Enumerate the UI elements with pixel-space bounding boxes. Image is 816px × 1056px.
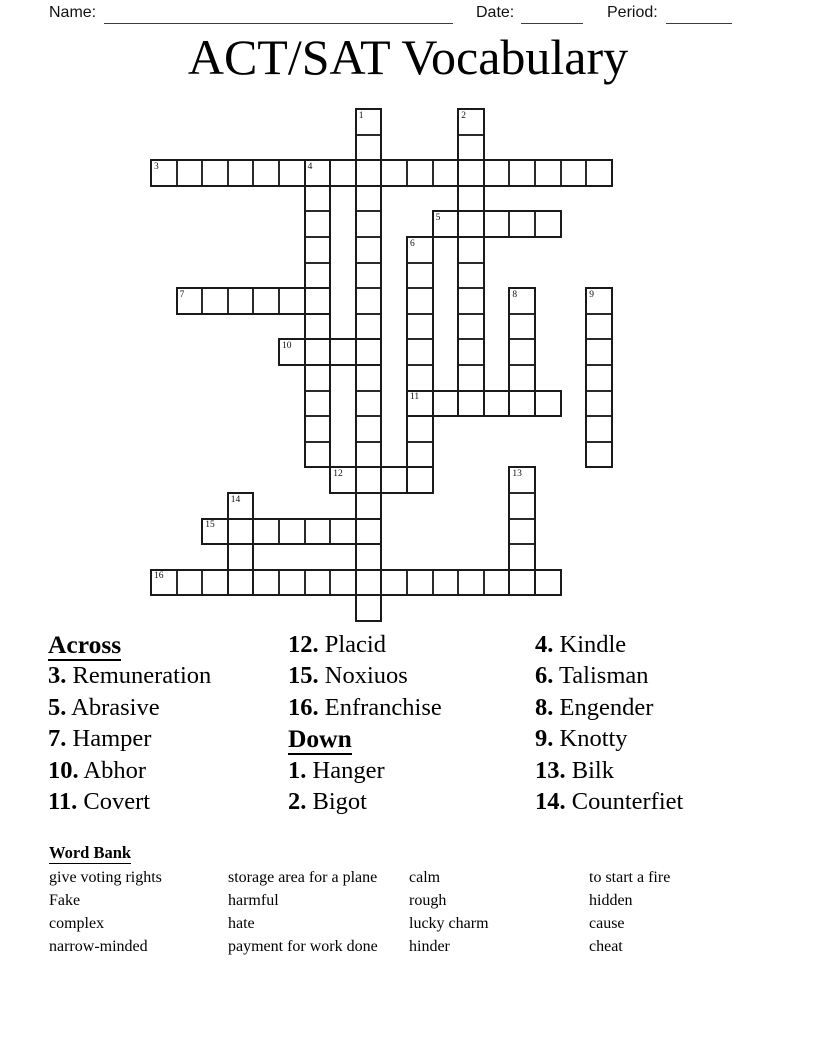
grid-cell[interactable]	[458, 288, 484, 314]
grid-cell[interactable]	[458, 570, 484, 596]
grid-cell[interactable]	[305, 160, 331, 186]
word-bank-item: cheat	[589, 938, 623, 955]
grid-cell[interactable]	[509, 314, 535, 340]
clue-column-c1	[48, 629, 211, 817]
grid-cell[interactable]	[509, 570, 535, 596]
grid-cell[interactable]	[305, 186, 331, 212]
grid-cell[interactable]	[509, 211, 535, 237]
clue-column-c3	[535, 629, 683, 817]
grid-cell[interactable]	[202, 288, 228, 314]
grid-cell[interactable]	[356, 211, 382, 237]
grid-cell[interactable]	[407, 237, 433, 263]
grid-cell[interactable]	[458, 160, 484, 186]
grid-cell[interactable]	[305, 237, 331, 263]
date-input-line[interactable]	[521, 7, 583, 24]
across-heading: Across	[48, 630, 122, 659]
word-bank-title: Word Bank	[49, 843, 132, 862]
clue-across-10: 10. Abhor	[48, 756, 146, 784]
grid-cell[interactable]	[356, 237, 382, 263]
word-bank-column-4	[589, 866, 670, 958]
clue-down-6: 6. Talisman	[535, 662, 649, 690]
grid-cell[interactable]	[305, 263, 331, 289]
cell-number: 10	[282, 340, 292, 351]
grid-cell[interactable]	[561, 160, 587, 186]
word-bank-item: hidden	[589, 892, 633, 909]
grid-cell[interactable]	[202, 519, 228, 545]
cell-number: 16	[154, 571, 164, 582]
down-heading-line	[288, 723, 442, 754]
grid-cell[interactable]	[433, 391, 459, 417]
period-input-line[interactable]	[666, 7, 732, 24]
grid-cell[interactable]	[356, 416, 382, 442]
cell-number: 5	[435, 212, 441, 223]
grid-cell[interactable]	[151, 160, 177, 186]
cell-number: 13	[512, 468, 522, 479]
grid-cell[interactable]	[330, 467, 356, 493]
cell-number: 12	[333, 468, 343, 479]
grid-cell[interactable]	[458, 314, 484, 340]
grid-cell[interactable]	[305, 416, 331, 442]
grid-cell[interactable]	[202, 160, 228, 186]
grid-cell[interactable]	[586, 442, 612, 468]
grid-cell[interactable]	[407, 467, 433, 493]
grid-cell[interactable]	[509, 467, 535, 493]
word-bank-item: give voting rights	[49, 869, 162, 886]
grid-cell[interactable]	[509, 288, 535, 314]
grid-cell[interactable]	[586, 339, 612, 365]
clue-across-12: 12. Placid	[288, 631, 386, 658]
crossword-grid	[151, 109, 612, 622]
grid-cell[interactable]	[177, 160, 203, 186]
cell-number: 2	[461, 110, 466, 121]
word-bank-item: to start a fire	[589, 869, 671, 886]
word-bank-item: Fake	[49, 892, 81, 909]
grid-cell[interactable]	[484, 160, 510, 186]
grid-cell[interactable]	[458, 109, 484, 135]
grid-cell[interactable]	[509, 519, 535, 545]
grid-cell[interactable]	[356, 467, 382, 493]
grid-cell[interactable]	[356, 493, 382, 519]
grid-cell[interactable]	[509, 493, 535, 519]
clue-across-3: 3. Remuneration	[48, 662, 212, 690]
word-bank-item: narrow-minded	[49, 938, 148, 955]
grid-cell[interactable]	[356, 135, 382, 161]
clue-column-c2	[288, 629, 442, 817]
grid-cell[interactable]	[356, 160, 382, 186]
grid-cell[interactable]	[484, 570, 510, 596]
cell-number: 8	[512, 289, 518, 300]
grid-cell[interactable]	[330, 160, 356, 186]
clue-down-4: 4. Kindle	[535, 631, 627, 658]
clue-across-7: 7. Hamper	[48, 725, 152, 753]
word-bank-item: hate	[228, 915, 255, 932]
grid-cell[interactable]	[228, 544, 254, 570]
word-bank-heading-line	[49, 843, 131, 863]
grid-cell[interactable]	[279, 570, 305, 596]
grid-cell[interactable]	[279, 339, 305, 365]
grid-cell[interactable]	[330, 570, 356, 596]
grid-cell[interactable]	[509, 544, 535, 570]
grid-cell[interactable]	[228, 493, 254, 519]
grid-cell[interactable]	[151, 570, 177, 596]
grid-cell[interactable]	[305, 288, 331, 314]
grid-cell[interactable]	[381, 160, 407, 186]
grid-cell[interactable]	[586, 365, 612, 391]
grid-cell[interactable]	[535, 391, 561, 417]
clue-across-11: 11. Covert	[48, 787, 151, 815]
grid-cell[interactable]	[228, 519, 254, 545]
down-heading: Down	[288, 724, 352, 754]
word-bank-item: payment for work done	[228, 938, 378, 955]
grid-cell[interactable]	[433, 570, 459, 596]
grid-cell[interactable]	[586, 416, 612, 442]
grid-cell[interactable]	[484, 211, 510, 237]
grid-cell[interactable]	[535, 570, 561, 596]
date-label: Date:	[476, 4, 515, 21]
word-bank-column-2	[228, 866, 378, 958]
clue-down-9: 9. Knotty	[535, 725, 628, 753]
word-bank-item: harmful	[228, 892, 279, 909]
grid-cell[interactable]	[407, 416, 433, 442]
clue-across-5: 5. Abrasive	[48, 693, 160, 721]
grid-cell[interactable]	[407, 570, 433, 596]
word-bank-item: lucky charm	[409, 915, 489, 932]
name-input-line[interactable]	[104, 7, 453, 24]
grid-cell[interactable]	[586, 288, 612, 314]
period-label: Period:	[607, 4, 658, 21]
name-label: Name:	[49, 4, 97, 21]
grid-cell[interactable]	[356, 391, 382, 417]
grid-cell[interactable]	[458, 186, 484, 212]
grid-cell[interactable]	[407, 288, 433, 314]
clue-down-13: 13. Bilk	[535, 756, 614, 784]
word-bank-item: hinder	[409, 938, 450, 955]
clue-down-2: 2. Bigot	[288, 787, 367, 815]
grid-cell[interactable]	[356, 263, 382, 289]
page-title: ACT/SAT Vocabulary	[187, 29, 629, 85]
word-bank-column-1	[49, 866, 162, 958]
grid-cell[interactable]	[356, 519, 382, 545]
grid-cell[interactable]	[330, 519, 356, 545]
grid-cell[interactable]	[305, 570, 331, 596]
grid-cell[interactable]	[458, 211, 484, 237]
cell-number: 11	[410, 392, 420, 403]
cell-number: 15	[205, 520, 215, 531]
grid-cell[interactable]	[202, 570, 228, 596]
grid-cell[interactable]	[330, 339, 356, 365]
cell-number: 7	[179, 289, 185, 300]
grid-cell[interactable]	[253, 160, 279, 186]
grid-cell[interactable]	[381, 467, 407, 493]
grid-cell[interactable]	[253, 288, 279, 314]
grid-cell[interactable]	[356, 339, 382, 365]
grid-cell[interactable]	[586, 314, 612, 340]
grid-cell[interactable]	[305, 391, 331, 417]
grid-cell[interactable]	[305, 314, 331, 340]
grid-cell[interactable]	[458, 237, 484, 263]
cell-number: 14	[230, 494, 241, 505]
grid-cell[interactable]	[356, 109, 382, 135]
word-bank-item: complex	[49, 915, 105, 932]
grid-cell[interactable]	[253, 570, 279, 596]
grid-cell[interactable]	[279, 160, 305, 186]
grid-cell[interactable]	[509, 365, 535, 391]
grid-cell[interactable]	[433, 211, 459, 237]
grid-cell[interactable]	[535, 160, 561, 186]
grid-cell[interactable]	[458, 339, 484, 365]
word-bank-item: rough	[409, 892, 447, 909]
grid-cell[interactable]	[356, 595, 382, 621]
grid-cell[interactable]	[279, 288, 305, 314]
clue-down-1: 1. Hanger	[288, 756, 385, 784]
clue-down-8: 8. Engender	[535, 693, 654, 721]
grid-cell[interactable]	[253, 519, 279, 545]
cell-number: 6	[410, 238, 415, 249]
grid-cell[interactable]	[407, 314, 433, 340]
grid-cell[interactable]	[458, 263, 484, 289]
grid-cell[interactable]	[407, 365, 433, 391]
grid-cell[interactable]	[279, 519, 305, 545]
grid-cell[interactable]	[407, 442, 433, 468]
word-bank-column-3	[409, 866, 489, 958]
grid-cell[interactable]	[509, 160, 535, 186]
grid-cell[interactable]	[356, 442, 382, 468]
grid-cell[interactable]	[305, 442, 331, 468]
grid-cell[interactable]	[305, 339, 331, 365]
grid-cell[interactable]	[356, 365, 382, 391]
grid-cell[interactable]	[586, 391, 612, 417]
grid-cell[interactable]	[484, 391, 510, 417]
word-bank-item: cause	[589, 915, 625, 932]
grid-cell[interactable]	[177, 570, 203, 596]
cell-number: 1	[358, 110, 364, 121]
grid-cell[interactable]	[356, 570, 382, 596]
across-heading-line	[48, 629, 211, 660]
grid-cell[interactable]	[509, 339, 535, 365]
grid-cell[interactable]	[381, 570, 407, 596]
grid-cell[interactable]	[407, 263, 433, 289]
grid-cell[interactable]	[356, 314, 382, 340]
grid-cell[interactable]	[177, 288, 203, 314]
grid-cell[interactable]	[586, 160, 612, 186]
cell-number: 3	[154, 161, 159, 172]
grid-cell[interactable]	[407, 339, 433, 365]
word-bank-item: calm	[409, 869, 441, 886]
grid-cell[interactable]	[228, 570, 254, 596]
grid-cell[interactable]	[305, 365, 331, 391]
grid-cell[interactable]	[509, 391, 535, 417]
grid-cell[interactable]	[228, 160, 254, 186]
clue-across-15: 15. Noxiuos	[288, 662, 408, 690]
grid-cell[interactable]	[356, 186, 382, 212]
clue-down-14: 14. Counterfiet	[535, 787, 684, 815]
grid-cell[interactable]	[228, 288, 254, 314]
grid-cell[interactable]	[305, 519, 331, 545]
grid-cell[interactable]	[356, 544, 382, 570]
grid-cell[interactable]	[407, 391, 433, 417]
grid-cell[interactable]	[433, 160, 459, 186]
grid-cell[interactable]	[458, 391, 484, 417]
grid-cell[interactable]	[458, 365, 484, 391]
grid-cell[interactable]	[458, 135, 484, 161]
cell-number: 9	[589, 289, 594, 300]
cell-number: 4	[307, 161, 313, 172]
grid-cell[interactable]	[356, 288, 382, 314]
grid-cell[interactable]	[535, 211, 561, 237]
grid-cell[interactable]	[305, 211, 331, 237]
grid-cell[interactable]	[407, 160, 433, 186]
word-bank-item: storage area for a plane	[228, 869, 378, 886]
clue-across-16: 16. Enfranchise	[288, 693, 442, 721]
